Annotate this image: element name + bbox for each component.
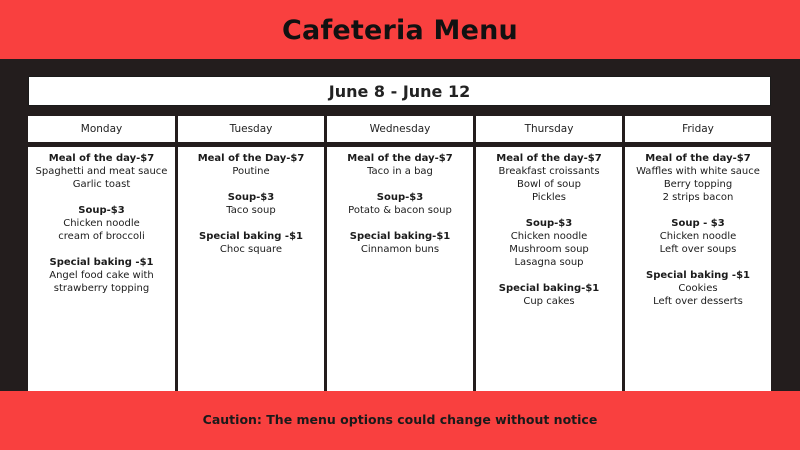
section-heading: Soup-$3 [525,218,573,229]
day-column-wednesday [327,147,473,391]
day-header-thursday: Thursday [476,116,622,142]
menu-item: Angel food cake with [49,270,154,281]
menu-item: Spaghetti and meat sauce [35,166,168,177]
spacer [178,217,324,230]
menu-item: Chicken noodle [510,231,588,242]
spacer [625,256,771,269]
menu-item: Left over soups [659,244,737,255]
day-column-friday [625,147,771,391]
spacer [327,178,473,191]
menu-item: Berry topping [663,179,733,190]
menu-item: Potato & bacon soup [348,205,452,216]
day-column-thursday [476,147,622,391]
menu-item: Poutine [232,166,270,177]
section-heading: Soup - $3 [671,218,725,229]
section-heading: Soup-$3 [78,205,125,216]
menu-item: Mushroom soup [509,244,589,255]
day-header-monday: Monday [28,116,175,142]
menu-item: Chicken noodle [63,218,140,229]
section-heading: Meal of the day-$7 [496,153,602,164]
section-heading: Meal of the day-$7 [48,153,155,164]
footer-band [0,391,800,450]
spacer [28,243,175,256]
day-header-tuesday: Tuesday [178,116,324,142]
menu-item: Cinnamon buns [360,244,440,255]
menu-item: Waffles with white sauce [636,166,760,177]
menu-item: Left over desserts [653,296,743,307]
menu-item: Cup cakes [523,296,575,307]
section-heading: Special baking -$1 [646,270,750,281]
menu-item: Bowl of soup [517,179,581,190]
section-heading: Meal of the Day-$7 [197,153,305,164]
menu-item: Chicken noodle [659,231,737,242]
day-column-monday [28,147,175,391]
section-heading: Special baking-$1 [349,231,451,242]
section-heading: Meal of the day-$7 [645,153,751,164]
menu-item: Lasagna soup [514,257,584,268]
spacer [476,269,622,282]
date-range: June 8 - June 12 [328,81,471,101]
spacer [476,204,622,217]
section-heading: Special baking -$1 [49,257,154,268]
menu-item: cream of broccoli [58,231,145,242]
section-heading: Special baking -$1 [199,231,303,242]
spacer [178,178,324,191]
header-band [0,0,800,59]
caution-notice: Caution: The menu options could change without notice [202,412,598,427]
section-heading: Soup-$3 [376,192,424,203]
menu-item: Breakfast croissants [498,166,600,177]
section-heading: Soup-$3 [227,192,275,203]
menu-item: 2 strips bacon [662,192,734,203]
spacer [327,217,473,230]
menu-item: strawberry topping [53,283,150,294]
date-range-bar [28,76,771,106]
menu-item: Cookies [678,283,718,294]
day-header-wednesday: Wednesday [327,116,473,142]
spacer [625,204,771,217]
menu-item: Garlic toast [72,179,131,190]
menu-item: Taco in a bag [367,166,433,177]
section-heading: Meal of the day-$7 [347,153,453,164]
page-title: Cafeteria Menu [282,14,518,46]
spacer [28,191,175,204]
day-column-tuesday [178,147,324,391]
menu-item: Pickles [531,192,567,203]
day-header-friday: Friday [625,116,771,142]
menu-item: Taco soup [226,205,276,216]
section-heading: Special baking-$1 [498,283,600,294]
menu-item: Choc square [219,244,283,255]
